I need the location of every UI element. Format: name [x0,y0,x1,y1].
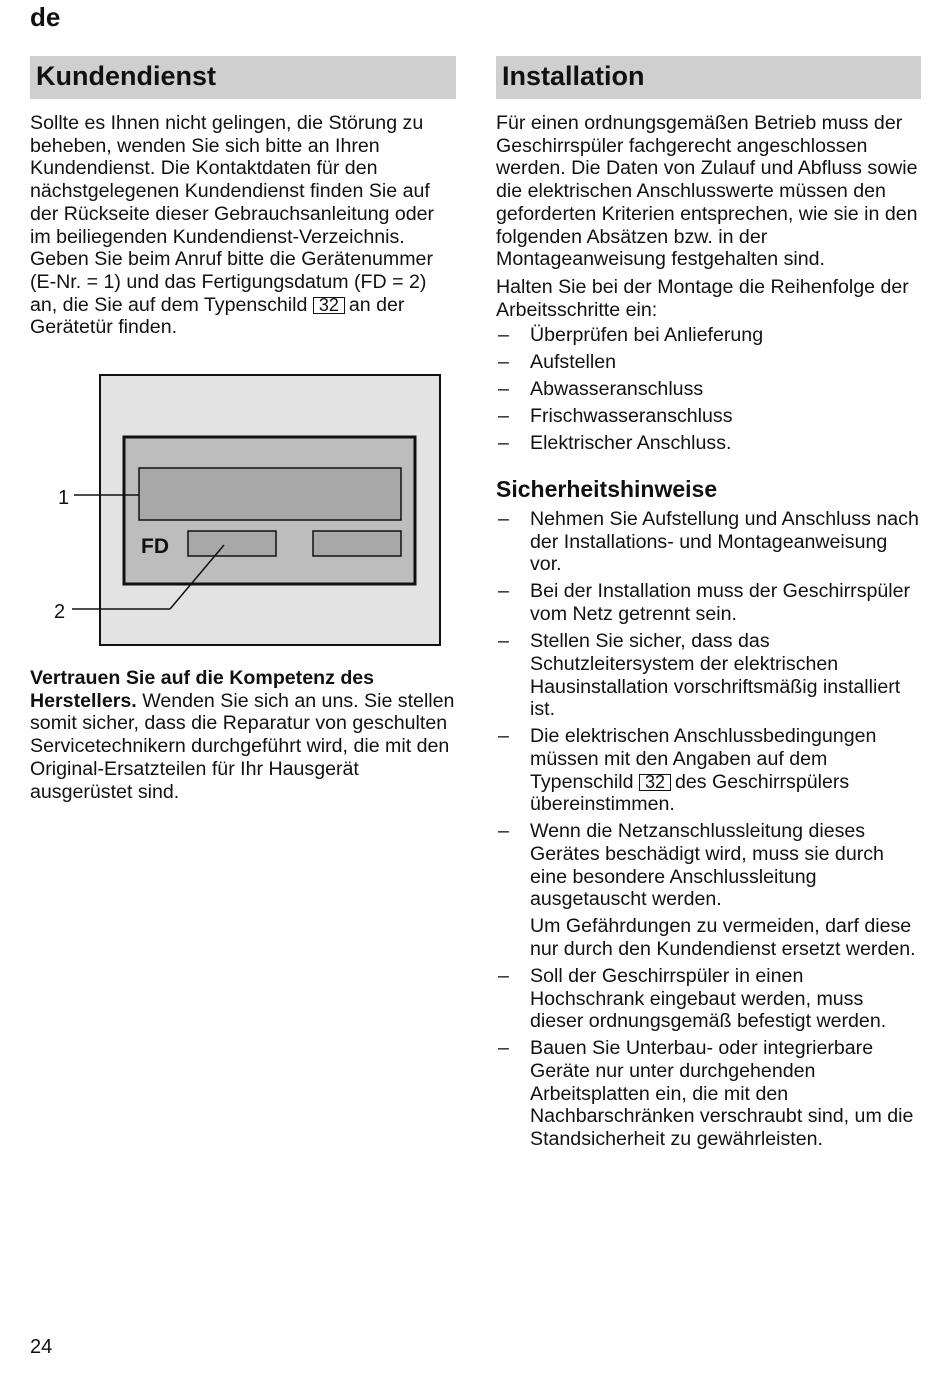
list-item [496,324,921,347]
list-item [496,432,921,455]
dash: – [498,432,509,455]
list-item [496,630,921,721]
installation-para-2: Halten Sie bei der Montage die Reihenfolge der Arbeitsschritte ein: [496,275,909,321]
list-item [496,1037,921,1151]
list-item [496,378,921,401]
safety-subtext: Um Gefährdungen zu vermeiden, darf diese nur durch den Kundendienst ersetzt werden. [530,915,916,960]
callout-1: 1 [58,487,70,509]
installation-section [496,56,921,1155]
dash: – [498,351,509,374]
dash: – [498,1037,509,1060]
list-item [496,405,921,428]
callout-2: 2 [54,601,66,623]
dash: – [498,630,509,653]
safety-text: Wenn die Netzanschlussleitung dieses Gerätes beschädigt wird, muss sie durch eine besondere Anschlussleitung ausgetauscht werden. [530,820,884,911]
step-text: Überprüfen bei Anlieferung [530,324,764,347]
list-item [496,965,921,1033]
extra-field [313,531,401,556]
installation-heading: Installation [496,56,921,99]
safety-heading: Sicherheitshinweise [496,476,718,503]
safety-list [496,508,921,1151]
trust-text: Wenden Sie sich an uns. Sie stellen somit sicher, dass die Reparatur von geschulten Servicetechnikern durchgeführt wird, die mit den Original-Ersatzteilen für Ihr Hausgerät ausgerüstet sind. [30,689,455,803]
rating-plate-ref: 32 [639,774,671,791]
kundendienst-section [30,56,456,339]
intro-text-b: an der Gerätetür finden. [30,293,405,339]
safety-text: Nehmen Sie Aufstellung und Anschluss nach der Installations- und Montageanweisung vor. [530,508,919,576]
step-text: Elektrischer Anschluss. [530,432,732,455]
fd-field [188,531,276,556]
rating-plate-figure [52,374,444,649]
dash: – [498,405,509,428]
trust-bold: Vertrauen Sie auf die Kompetenz des Herstellers. [30,667,375,712]
installation-steps [496,324,921,455]
list-item [496,820,921,960]
step-text: Frischwasseranschluss [530,405,733,428]
e-nr-field [139,468,401,520]
dash: – [498,324,509,347]
dash: – [498,508,509,531]
trust-paragraph [30,667,456,803]
kundendienst-heading: Kundendienst [30,56,456,99]
kundendienst-intro [30,112,456,339]
step-text: Abwasseranschluss [530,378,704,401]
safety-text: Die elektrischen Anschlussbedingungen müssen mit den Angaben auf dem Typenschild [530,725,877,793]
safety-text: Bauen Sie Unterbau- oder integrierbare Geräte nur unter durchgehenden Arbeitsplatten ein, die mit den Nachbarschränken verschraubt sind, um die Standsicherheit zu gewährleisten. [530,1037,914,1151]
list-item [496,508,921,576]
list-item [496,725,921,816]
safety-text: Bei der Installation muss der Geschirrspüler vom Netz getrennt sein. [530,580,911,626]
rating-plate-illustration [52,374,444,649]
page-number: 24 [30,1336,53,1358]
dash: – [498,580,509,603]
safety-text: des Geschirrspülers übereinstimmen. [530,770,850,816]
dash: – [498,964,509,987]
list-item [496,351,921,374]
rating-plate-ref: 32 [313,297,345,314]
dash: – [498,820,509,843]
step-text: Aufstellen [530,351,617,374]
safety-text: Soll der Geschirrspüler in einen Hochschrank eingebaut werden, muss dieser ordnungsgemäß befestigt werden. [530,964,887,1033]
fd-label: FD [141,535,169,558]
intro-text-a: Sollte es Ihnen nicht gelingen, die Störung zu beheben, wenden Sie sich bitte an Ihren Kundendienst. Die Kontaktdaten für den nächstgelegenen Kundendienst finden Sie auf der Rückseite dieser Gebrauchsanleitung oder im beiliegenden Kundendienst-Verzeichnis. Geben Sie beim Anruf bitte die Gerätenummer (E-Nr. = 1) und das Fertigungsdatum (FD = 2) an, die Sie auf dem Typenschild [30,112,435,316]
trust-paragraph-block [30,667,456,803]
installation-para-1: Für einen ordnungsgemäßen Betrieb muss der Geschirrspüler fachgerecht angeschlossen werden. Die Daten von Zulauf und Abfluss sowie die elektrischen Anschlusswerte müssen den geforderten Kriterien entsprechen, wie sie in den folgenden Absätzen bzw. in der Montageanweisung festgehalten sind. [496,112,918,271]
language-code: de [30,2,61,32]
dash: – [498,725,509,748]
dash: – [498,378,509,401]
safety-text: Stellen Sie sicher, dass das Schutzleitersystem der elektrischen Hausinstallation vorschriftsmäßig installiert ist. [530,630,901,721]
list-item [496,580,921,625]
